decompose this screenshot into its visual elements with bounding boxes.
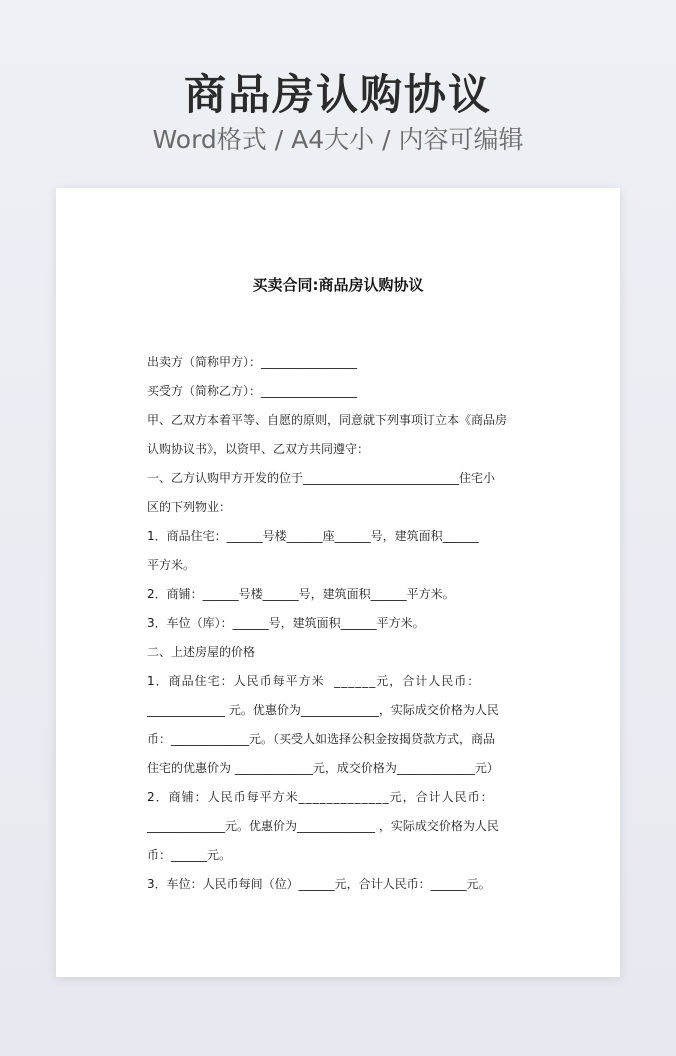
section-1-line-2: 区的下列物业： [147, 500, 232, 514]
shop-price-line-2: _____________元。优惠价为_____________ ，实际成交价格为人民 [147, 819, 499, 833]
preamble-line-2: 认购协议书》，以资甲、乙双方共同遵守： [147, 442, 370, 456]
buyer-line: 买受方（简称乙方）：________________ [147, 384, 358, 398]
preamble-line-1: 甲、乙双方本着平等、自愿的原则，同意就下列事项订立本《商品房 [147, 413, 508, 427]
shop-price-line-1: 2．商铺：人民币每平方米_____________元，合计人民币： [147, 790, 494, 804]
residence-price-line-4: 住宅的优惠价为 _____________元，成交价格为_____________元） [147, 761, 499, 775]
parking-line: 3．车位（库）：______号，建筑面积______平方米。 [147, 616, 425, 630]
shop-line: 2．商铺：______号楼______号，建筑面积______平方米。 [147, 587, 455, 601]
residence-price-line-3: 币：_____________元。（买受人如选择公积金按揭贷款方式，商品 [147, 732, 496, 746]
parking-price-line: 3．车位：人民币每间（位）______元，合计人民币：______元。 [147, 877, 491, 891]
residence-line-2: 平方米。 [147, 558, 196, 572]
residence-price-line-1: 1．商品住宅：人民币每平方米 ______元，合计人民币： [147, 674, 481, 688]
document-body [147, 348, 547, 899]
section-2-heading: 二、上述房屋的价格 [147, 645, 256, 659]
seller-line: 出卖方（简称甲方）：________________ [147, 355, 358, 369]
document-title: 买卖合同:商品房认购协议 [252, 276, 424, 294]
residence-price-line-2: _____________ 元。优惠价为_____________，实际成交价格为人民 [147, 703, 499, 717]
section-1-line-1: 一、乙方认购甲方开发的位于__________________________住宅小 [147, 471, 496, 485]
banner-subtitle: Word格式 / A4大小 / 内容可编辑 [152, 125, 524, 154]
shop-price-line-3: 币：______元。 [147, 848, 232, 862]
banner-title: 商品房认购协议 [183, 70, 492, 119]
residence-line-1: 1．商品住宅：______号楼______座______号，建筑面积______ [147, 529, 479, 543]
document-page [56, 188, 620, 977]
